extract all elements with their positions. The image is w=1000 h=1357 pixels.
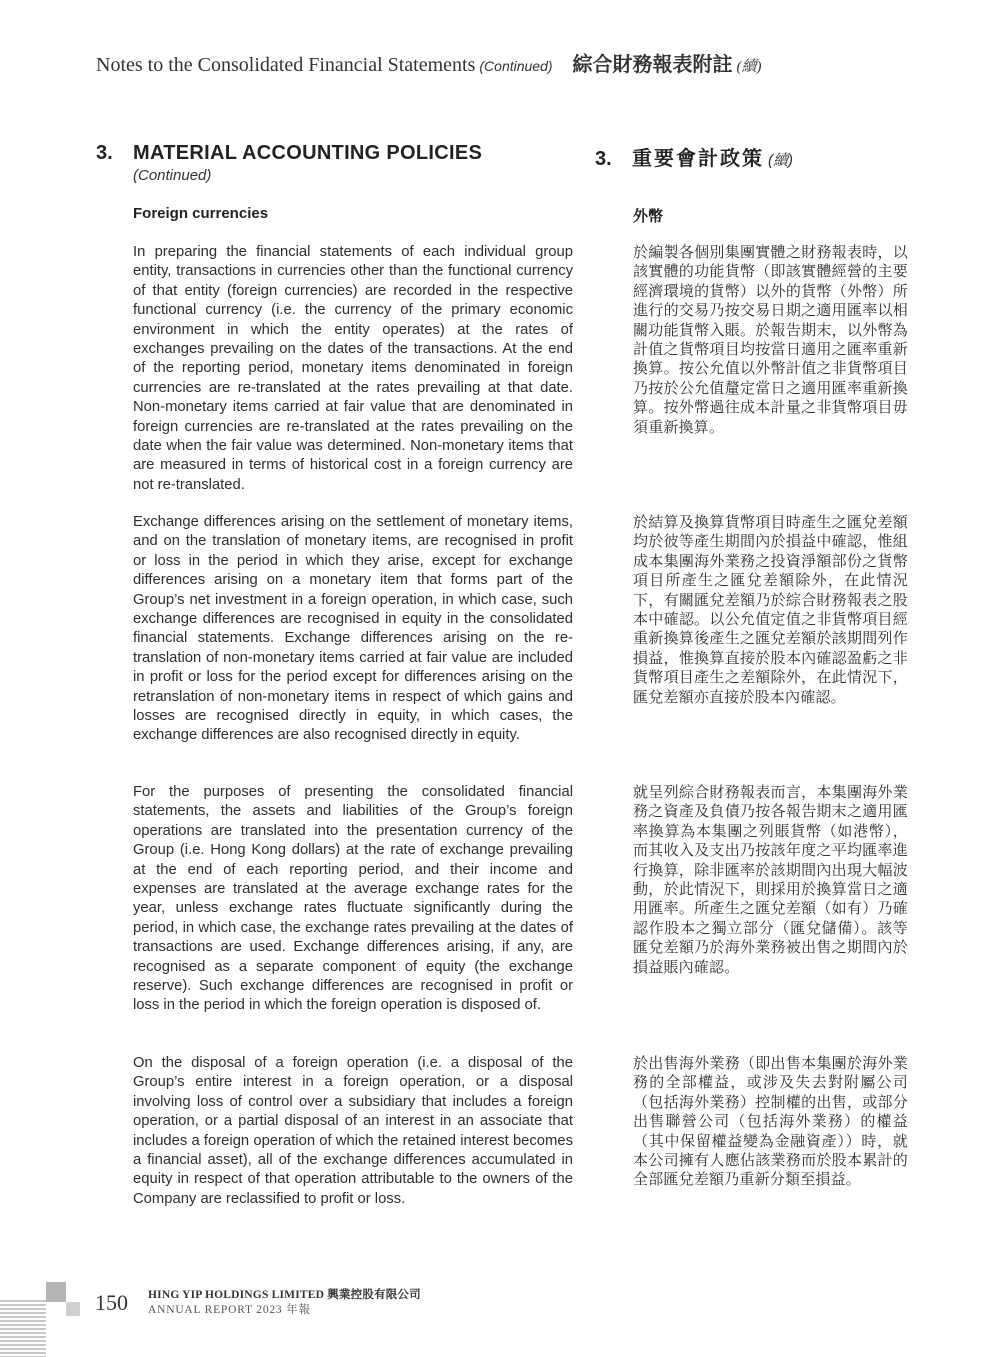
paragraph-en-2: Exchange differences arising on the settlement of monetary items, and on the translation of monetary items, are recognised in profit or loss in the period in which they arise, except for exchange differences arising on a monetary item that forms part of the Group’s net investment in a foreign operation, in which case, such exchange differences are recognised in equity in the consolidated financial statements. Exchange differences arising on the re-translation of non-monetary items carried at fair value are included in profit or loss for the period except for differences arising on the retranslation of non-monetary items in respect of which gains and losses are recognised directly in equity, in which cases, the exchange differences are also recognised directly in equity.: [133, 514, 573, 744]
chinese-column: [633, 205, 908, 1189]
paragraph-zh-2: 於結算及換算貨幣項目時產生之匯兌差額均於彼等產生期間內於損益中確認，惟組成本集團海外業務之投資淨額部份之貨幣項目所產生之匯兌差額除外，在此情況下，有關匯兌差額乃於綜合財務報表之股本中確認。以公允值定值之非貨幣項目經重新換算後產生之匯兌差額於該期間列作損益，惟換算直接於股本內確認盈虧之非貨幣項目產生之差額除外，在此情況下，匯兌差額亦直接於股本內確認。: [633, 513, 908, 706]
english-column: [133, 205, 573, 1207]
section-number-en: 3.: [96, 142, 113, 164]
page-number: 150: [95, 1290, 128, 1315]
paragraph-zh-4: 於出售海外業務（即出售本集團於海外業務的全部權益，或涉及失去對附屬公司（包括海外業務）控制權的出售，或部分出售聯營公司（包括海外業務）的權益（其中保留權益變為金融資產））時，就本公司擁有人應佔該業務而於股本累計的全部匯兌差額乃重新分類至損益。: [633, 1054, 908, 1189]
header-continued-en: (Continued): [479, 58, 553, 74]
header-title-zh: 綜合財務報表附註: [572, 54, 733, 76]
paragraph-en-3: For the purposes of presenting the consolidated financial statements, the assets and liabilities of the Group’s foreign operations are translated into the presentation currency of the Group (i.e. Hong Kong dollars) at the rate of exchange prevailing at the end of each reporting period, and their income and expenses are translated at the average exchange rates for the year, unless exchange rates fluctuate significantly during the period, in which case, the exchange rates prevailing at the dates of transactions are used. Exchange differences arising, if any, are recognised as a separate component of equity (the exchange reserve). Such exchange differences are recognised in profit or loss in the period in which the foreign operation is disposed of.: [133, 784, 573, 1014]
subsection-heading-en: Foreign currencies: [133, 205, 269, 222]
section-continued-zh: (續): [768, 152, 793, 169]
section-title-zh: 重要會計政策: [632, 148, 764, 170]
paragraph-en-4: On the disposal of a foreign operation (i.e. a disposal of the Group’s entire interest in a foreign operation, or a disposal involving loss of control over a subsidiary that includes a foreign operation, or a partial disposal of an interest in an associate that includes a foreign operation of which the retained interest becomes a financial asset), all of the exchange differences accumulated in equity in respect of that operation attributable to the owners of the Company are reclassified to profit or loss.: [133, 1055, 573, 1207]
running-header: [96, 48, 916, 77]
section-number-zh: 3.: [595, 148, 612, 170]
footer-small-square-decoration: [66, 1302, 80, 1316]
footer-report-title: ANNUAL REPORT 2023 年報: [148, 1304, 311, 1316]
subsection-heading-zh: 外幣: [633, 208, 664, 225]
paragraph-zh-3: 就呈列綜合財務報表而言，本集團海外業務之資產及負債乃按各報告期末之適用匯率換算為本集團之列賬貨幣（如港幣），而其收入及支出乃按該年度之平均匯率進行換算，除非匯率於該期間內出現大幅波動，於此情況下，則採用於換算當日之適用匯率。所產生之匯兌差額（如有）乃確認作股本之獨立部分（匯兌儲備）。該等匯兌差額乃於海外業務被出售之期間內於損益賬內確認。: [633, 783, 908, 976]
header-title-en: Notes to the Consolidated Financial Statements: [96, 54, 476, 76]
section-continued-en: (Continued): [133, 167, 212, 184]
page-footer: [0, 1280, 1000, 1357]
footer-stripes-decoration: [0, 1300, 46, 1357]
paragraph-zh-1: 於編製各個別集團實體之財務報表時，以該實體的功能貨幣（即該實體經營的主要經濟環境的貨幣）以外的貨幣（外幣）所進行的交易乃按交易日期之適用匯率以相關功能貨幣入賬。於報告期末，以外幣為計值之貨幣項目均按當日適用之匯率重新換算。按公允值以外幣計值之非貨幣項目乃按於公允值釐定當日之適用匯率重新換算。按外幣過往成本計量之非貨幣項目毋須重新換算。: [633, 243, 908, 436]
section-heading-zh: [595, 142, 793, 171]
section-title-en: MATERIAL ACCOUNTING POLICIES: [133, 142, 483, 164]
footer-company-name: HING YIP HOLDINGS LIMITED 興業控股有限公司: [148, 1289, 421, 1301]
paragraph-en-1: In preparing the financial statements of each individual group entity, transactions in currencies other than the functional currency of that entity (foreign currencies) are recorded in the respective functional currency (i.e. the currency of the primary economic environment in which the entity operates) at the rates of exchanges prevailing on the dates of the transactions. At the end of the reporting period, monetary items denominated in foreign currencies are re-translated at the rates prevailing at that date. Non-monetary items carried at fair value that are denominated in foreign currencies are re-translated at the rates prevailing on the date when the fair value was determined. Non-monetary items that are measured in terms of historical cost in a foreign currency are not re-translated.: [133, 244, 573, 493]
header-continued-zh: (續): [736, 59, 762, 75]
footer-square-decoration: [46, 1282, 66, 1302]
section-heading-en: [96, 142, 482, 184]
